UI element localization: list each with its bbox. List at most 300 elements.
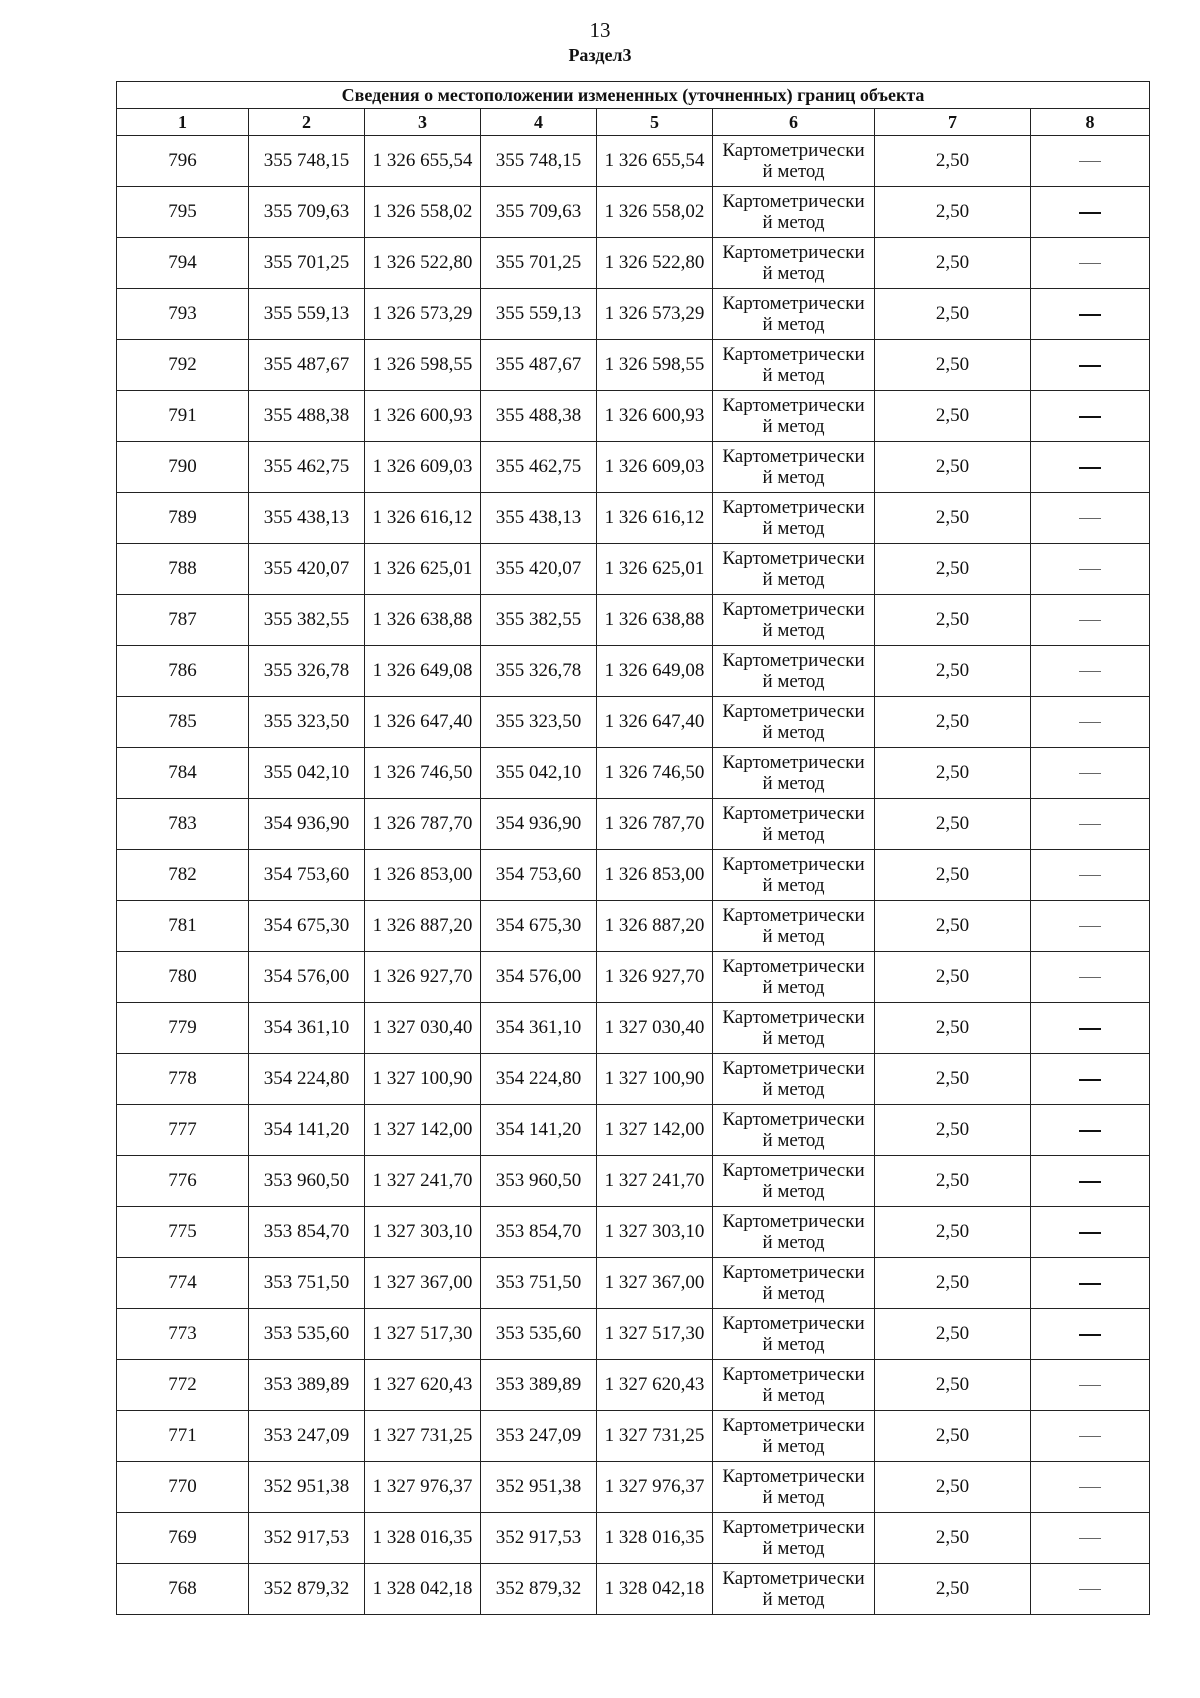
description-cell — [1031, 544, 1150, 595]
column-header-6: 6 — [713, 109, 875, 136]
dash-mark — [1079, 773, 1101, 774]
method-text: й метод — [762, 1487, 825, 1508]
x-new-cell: 354 576,00 — [481, 952, 597, 1003]
method-text: й метод — [762, 1130, 825, 1151]
accuracy-cell: 2,50 — [875, 697, 1031, 748]
table-row — [117, 1411, 1150, 1462]
accuracy-cell: 2,50 — [875, 1258, 1031, 1309]
x-new-cell: 355 748,15 — [481, 136, 597, 187]
accuracy-cell: 2,50 — [875, 1207, 1031, 1258]
y-new-cell: 1 327 731,25 — [597, 1411, 713, 1462]
y-existing-cell: 1 326 600,93 — [365, 391, 481, 442]
y-existing-cell: 1 327 100,90 — [365, 1054, 481, 1105]
method-text: Картометрически — [722, 140, 865, 161]
x-new-cell: 352 951,38 — [481, 1462, 597, 1513]
description-cell — [1031, 442, 1150, 493]
x-new-cell: 353 535,60 — [481, 1309, 597, 1360]
description-cell — [1031, 1054, 1150, 1105]
x-existing-cell: 352 917,53 — [249, 1513, 365, 1564]
point-number-cell: 785 — [117, 697, 249, 748]
x-existing-cell: 354 753,60 — [249, 850, 365, 901]
method-text: Картометрически — [722, 1415, 865, 1436]
method-text: й метод — [762, 212, 825, 233]
x-new-cell: 353 389,89 — [481, 1360, 597, 1411]
dash-mark — [1079, 1232, 1101, 1234]
table-row — [117, 238, 1150, 289]
x-existing-cell: 354 675,30 — [249, 901, 365, 952]
section-title: Раздел3 — [568, 45, 632, 65]
method-text: й метод — [762, 620, 825, 641]
accuracy-cell: 2,50 — [875, 1462, 1031, 1513]
table-row — [117, 1258, 1150, 1309]
accuracy-cell: 2,50 — [875, 493, 1031, 544]
method-cell — [713, 1054, 875, 1105]
method-text: й метод — [762, 1436, 825, 1457]
table-row — [117, 901, 1150, 952]
point-number-cell: 772 — [117, 1360, 249, 1411]
accuracy-cell: 2,50 — [875, 1156, 1031, 1207]
method-text: Картометрически — [722, 191, 865, 212]
accuracy-cell: 2,50 — [875, 1411, 1031, 1462]
method-text: Картометрически — [722, 650, 865, 671]
method-cell — [713, 799, 875, 850]
table-row — [117, 1003, 1150, 1054]
method-cell — [713, 340, 875, 391]
x-new-cell: 354 753,60 — [481, 850, 597, 901]
x-new-cell: 355 487,67 — [481, 340, 597, 391]
y-new-cell: 1 327 100,90 — [597, 1054, 713, 1105]
table-row — [117, 1207, 1150, 1258]
accuracy-cell: 2,50 — [875, 1105, 1031, 1156]
x-existing-cell: 355 382,55 — [249, 595, 365, 646]
x-existing-cell: 353 535,60 — [249, 1309, 365, 1360]
method-text: Картометрически — [722, 1160, 865, 1181]
x-existing-cell: 355 487,67 — [249, 340, 365, 391]
method-text: Картометрически — [722, 905, 865, 926]
x-existing-cell: 355 326,78 — [249, 646, 365, 697]
method-text: й метод — [762, 1232, 825, 1253]
dash-mark — [1079, 416, 1101, 418]
y-new-cell: 1 326 600,93 — [597, 391, 713, 442]
y-existing-cell: 1 327 976,37 — [365, 1462, 481, 1513]
dash-mark — [1079, 722, 1101, 723]
y-new-cell: 1 326 558,02 — [597, 187, 713, 238]
accuracy-cell: 2,50 — [875, 799, 1031, 850]
method-text: й метод — [762, 263, 825, 284]
x-existing-cell: 355 420,07 — [249, 544, 365, 595]
table-row — [117, 1054, 1150, 1105]
y-existing-cell: 1 327 241,70 — [365, 1156, 481, 1207]
x-existing-cell: 355 701,25 — [249, 238, 365, 289]
description-cell — [1031, 289, 1150, 340]
point-number-cell: 787 — [117, 595, 249, 646]
method-text: й метод — [762, 1181, 825, 1202]
dash-mark — [1079, 1538, 1101, 1539]
x-new-cell: 355 488,38 — [481, 391, 597, 442]
method-text: й метод — [762, 1589, 825, 1610]
dash-mark — [1079, 467, 1101, 469]
description-cell — [1031, 340, 1150, 391]
method-text: й метод — [762, 1028, 825, 1049]
y-existing-cell: 1 327 620,43 — [365, 1360, 481, 1411]
x-existing-cell: 355 709,63 — [249, 187, 365, 238]
table-row — [117, 1564, 1150, 1615]
dash-mark — [1079, 161, 1101, 162]
x-new-cell: 355 462,75 — [481, 442, 597, 493]
dash-mark — [1079, 824, 1101, 825]
x-existing-cell: 353 389,89 — [249, 1360, 365, 1411]
x-new-cell: 353 960,50 — [481, 1156, 597, 1207]
x-new-cell: 353 854,70 — [481, 1207, 597, 1258]
method-cell — [713, 1105, 875, 1156]
dash-mark — [1079, 1334, 1101, 1336]
point-number-cell: 775 — [117, 1207, 249, 1258]
dash-mark — [1079, 314, 1101, 316]
y-new-cell: 1 328 016,35 — [597, 1513, 713, 1564]
accuracy-cell: 2,50 — [875, 391, 1031, 442]
method-text: й метод — [762, 467, 825, 488]
table-row — [117, 850, 1150, 901]
table-row — [117, 1156, 1150, 1207]
y-existing-cell: 1 328 016,35 — [365, 1513, 481, 1564]
y-new-cell: 1 326 649,08 — [597, 646, 713, 697]
point-number-cell: 788 — [117, 544, 249, 595]
y-new-cell: 1 326 927,70 — [597, 952, 713, 1003]
method-text: Картометрически — [722, 497, 865, 518]
description-cell — [1031, 1105, 1150, 1156]
column-number-row — [117, 109, 1150, 136]
method-text: Картометрически — [722, 344, 865, 365]
accuracy-cell: 2,50 — [875, 1360, 1031, 1411]
y-existing-cell: 1 326 649,08 — [365, 646, 481, 697]
dash-mark — [1079, 926, 1101, 927]
description-cell — [1031, 493, 1150, 544]
method-text: Картометрически — [722, 1262, 865, 1283]
x-new-cell: 354 361,10 — [481, 1003, 597, 1054]
y-existing-cell: 1 326 522,80 — [365, 238, 481, 289]
table-row — [117, 952, 1150, 1003]
table-row — [117, 442, 1150, 493]
method-text: й метод — [762, 671, 825, 692]
method-cell — [713, 850, 875, 901]
table-row — [117, 1360, 1150, 1411]
point-number-cell: 776 — [117, 1156, 249, 1207]
x-existing-cell: 355 042,10 — [249, 748, 365, 799]
y-existing-cell: 1 326 638,88 — [365, 595, 481, 646]
description-cell — [1031, 1513, 1150, 1564]
y-existing-cell: 1 326 655,54 — [365, 136, 481, 187]
method-text: й метод — [762, 161, 825, 182]
y-new-cell: 1 326 616,12 — [597, 493, 713, 544]
x-new-cell: 355 701,25 — [481, 238, 597, 289]
accuracy-cell: 2,50 — [875, 595, 1031, 646]
description-cell — [1031, 952, 1150, 1003]
y-existing-cell: 1 326 609,03 — [365, 442, 481, 493]
point-number-cell: 781 — [117, 901, 249, 952]
point-number-cell: 791 — [117, 391, 249, 442]
accuracy-cell: 2,50 — [875, 289, 1031, 340]
table-row — [117, 595, 1150, 646]
method-text: й метод — [762, 824, 825, 845]
x-existing-cell: 353 960,50 — [249, 1156, 365, 1207]
description-cell — [1031, 1207, 1150, 1258]
method-text: Картометрически — [722, 1007, 865, 1028]
x-new-cell: 355 420,07 — [481, 544, 597, 595]
dash-mark — [1079, 977, 1101, 978]
accuracy-cell: 2,50 — [875, 952, 1031, 1003]
description-cell — [1031, 136, 1150, 187]
dash-mark — [1079, 1487, 1101, 1488]
y-new-cell: 1 327 241,70 — [597, 1156, 713, 1207]
y-new-cell: 1 327 367,00 — [597, 1258, 713, 1309]
y-existing-cell: 1 327 303,10 — [365, 1207, 481, 1258]
y-new-cell: 1 326 638,88 — [597, 595, 713, 646]
x-new-cell: 354 936,90 — [481, 799, 597, 850]
method-cell — [713, 1258, 875, 1309]
dash-mark — [1079, 263, 1101, 264]
description-cell — [1031, 1003, 1150, 1054]
method-cell — [713, 595, 875, 646]
method-text: й метод — [762, 518, 825, 539]
x-existing-cell: 353 247,09 — [249, 1411, 365, 1462]
method-text: Картометрически — [722, 395, 865, 416]
method-text: Картометрически — [722, 803, 865, 824]
y-new-cell: 1 326 598,55 — [597, 340, 713, 391]
y-new-cell: 1 326 887,20 — [597, 901, 713, 952]
x-new-cell: 355 559,13 — [481, 289, 597, 340]
y-new-cell: 1 326 625,01 — [597, 544, 713, 595]
y-new-cell: 1 326 746,50 — [597, 748, 713, 799]
method-text: Картометрически — [722, 956, 865, 977]
y-new-cell: 1 327 620,43 — [597, 1360, 713, 1411]
method-cell — [713, 187, 875, 238]
page-number: 13 — [589, 18, 611, 42]
accuracy-cell: 2,50 — [875, 850, 1031, 901]
method-text: й метод — [762, 569, 825, 590]
x-new-cell: 354 675,30 — [481, 901, 597, 952]
method-text: й метод — [762, 1334, 825, 1355]
accuracy-cell: 2,50 — [875, 187, 1031, 238]
table-row — [117, 187, 1150, 238]
column-header-5: 5 — [597, 109, 713, 136]
method-text: й метод — [762, 1538, 825, 1559]
method-text: Картометрически — [722, 1568, 865, 1589]
point-number-cell: 793 — [117, 289, 249, 340]
point-number-cell: 782 — [117, 850, 249, 901]
x-existing-cell: 354 361,10 — [249, 1003, 365, 1054]
description-cell — [1031, 595, 1150, 646]
method-cell — [713, 391, 875, 442]
description-cell — [1031, 1564, 1150, 1615]
point-number-cell: 783 — [117, 799, 249, 850]
description-cell — [1031, 697, 1150, 748]
point-number-cell: 786 — [117, 646, 249, 697]
method-cell — [713, 1003, 875, 1054]
x-existing-cell: 353 751,50 — [249, 1258, 365, 1309]
method-cell — [713, 493, 875, 544]
x-new-cell: 352 879,32 — [481, 1564, 597, 1615]
dash-mark — [1079, 518, 1101, 519]
dash-mark — [1079, 569, 1101, 570]
method-cell — [713, 238, 875, 289]
method-cell — [713, 901, 875, 952]
method-text: Картометрически — [722, 1517, 865, 1538]
y-new-cell: 1 327 030,40 — [597, 1003, 713, 1054]
table-body — [117, 136, 1150, 1615]
x-existing-cell: 355 323,50 — [249, 697, 365, 748]
dash-mark — [1079, 1589, 1101, 1590]
accuracy-cell: 2,50 — [875, 544, 1031, 595]
x-new-cell: 353 247,09 — [481, 1411, 597, 1462]
dash-mark — [1079, 365, 1101, 367]
dash-mark — [1079, 1079, 1101, 1081]
y-new-cell: 1 327 517,30 — [597, 1309, 713, 1360]
y-existing-cell: 1 327 142,00 — [365, 1105, 481, 1156]
method-cell — [713, 1564, 875, 1615]
method-text: Картометрически — [722, 548, 865, 569]
x-new-cell: 355 709,63 — [481, 187, 597, 238]
description-cell — [1031, 187, 1150, 238]
column-header-7: 7 — [875, 109, 1031, 136]
column-header-1: 1 — [117, 109, 249, 136]
description-cell — [1031, 1258, 1150, 1309]
dash-mark — [1079, 1283, 1101, 1285]
accuracy-cell: 2,50 — [875, 1309, 1031, 1360]
x-new-cell: 353 751,50 — [481, 1258, 597, 1309]
y-existing-cell: 1 326 887,20 — [365, 901, 481, 952]
y-existing-cell: 1 327 731,25 — [365, 1411, 481, 1462]
dash-mark — [1079, 1028, 1101, 1030]
dash-mark — [1079, 620, 1101, 621]
table-row — [117, 1309, 1150, 1360]
table-row — [117, 1462, 1150, 1513]
point-number-cell: 779 — [117, 1003, 249, 1054]
column-header-2: 2 — [249, 109, 365, 136]
y-existing-cell: 1 326 647,40 — [365, 697, 481, 748]
method-text: й метод — [762, 1283, 825, 1304]
accuracy-cell: 2,50 — [875, 1513, 1031, 1564]
method-cell — [713, 1462, 875, 1513]
method-text: Картометрически — [722, 701, 865, 722]
x-new-cell: 354 141,20 — [481, 1105, 597, 1156]
boundary-coordinates-table — [116, 81, 1150, 1615]
y-existing-cell: 1 328 042,18 — [365, 1564, 481, 1615]
y-new-cell: 1 326 655,54 — [597, 136, 713, 187]
table-row — [117, 391, 1150, 442]
x-existing-cell: 355 462,75 — [249, 442, 365, 493]
method-cell — [713, 1513, 875, 1564]
method-text: Картометрически — [722, 599, 865, 620]
x-existing-cell: 354 576,00 — [249, 952, 365, 1003]
point-number-cell: 777 — [117, 1105, 249, 1156]
table-row — [117, 493, 1150, 544]
description-cell — [1031, 901, 1150, 952]
point-number-cell: 784 — [117, 748, 249, 799]
point-number-cell: 794 — [117, 238, 249, 289]
dash-mark — [1079, 1181, 1101, 1183]
x-existing-cell: 355 559,13 — [249, 289, 365, 340]
description-cell — [1031, 391, 1150, 442]
description-cell — [1031, 1360, 1150, 1411]
method-cell — [713, 442, 875, 493]
method-text: Картометрически — [722, 1313, 865, 1334]
y-existing-cell: 1 326 598,55 — [365, 340, 481, 391]
method-cell — [713, 646, 875, 697]
y-new-cell: 1 326 609,03 — [597, 442, 713, 493]
description-cell — [1031, 799, 1150, 850]
x-new-cell: 354 224,80 — [481, 1054, 597, 1105]
method-text: й метод — [762, 1385, 825, 1406]
point-number-cell: 792 — [117, 340, 249, 391]
method-text: й метод — [762, 314, 825, 335]
method-cell — [713, 1411, 875, 1462]
method-text: Картометрически — [722, 242, 865, 263]
method-cell — [713, 748, 875, 799]
method-text: Картометрически — [722, 1058, 865, 1079]
method-text: й метод — [762, 365, 825, 386]
accuracy-cell: 2,50 — [875, 1564, 1031, 1615]
accuracy-cell: 2,50 — [875, 901, 1031, 952]
table-row — [117, 697, 1150, 748]
y-existing-cell: 1 326 746,50 — [365, 748, 481, 799]
description-cell — [1031, 1411, 1150, 1462]
method-text: Картометрически — [722, 1109, 865, 1130]
table-row — [117, 544, 1150, 595]
method-text: Картометрически — [722, 1211, 865, 1232]
x-new-cell: 352 917,53 — [481, 1513, 597, 1564]
dash-mark — [1079, 212, 1101, 214]
y-new-cell: 1 327 303,10 — [597, 1207, 713, 1258]
point-number-cell: 789 — [117, 493, 249, 544]
table-row — [117, 646, 1150, 697]
method-text: Картометрически — [722, 1364, 865, 1385]
table-caption: Сведения о местоположении измененных (уточненных) границ объекта — [117, 82, 1150, 109]
y-new-cell: 1 326 522,80 — [597, 238, 713, 289]
x-existing-cell: 355 488,38 — [249, 391, 365, 442]
point-number-cell: 771 — [117, 1411, 249, 1462]
method-text: Картометрически — [722, 854, 865, 875]
description-cell — [1031, 646, 1150, 697]
table-row — [117, 289, 1150, 340]
method-text: Картометрически — [722, 752, 865, 773]
dash-mark — [1079, 875, 1101, 876]
method-cell — [713, 1207, 875, 1258]
y-new-cell: 1 326 573,29 — [597, 289, 713, 340]
point-number-cell: 768 — [117, 1564, 249, 1615]
method-cell — [713, 289, 875, 340]
x-new-cell: 355 382,55 — [481, 595, 597, 646]
point-number-cell: 795 — [117, 187, 249, 238]
y-existing-cell: 1 326 558,02 — [365, 187, 481, 238]
dash-mark — [1079, 1385, 1101, 1386]
column-header-3: 3 — [365, 109, 481, 136]
dash-mark — [1079, 1436, 1101, 1437]
method-text: Картометрически — [722, 293, 865, 314]
method-cell — [713, 136, 875, 187]
method-text: Картометрически — [722, 446, 865, 467]
x-existing-cell: 354 224,80 — [249, 1054, 365, 1105]
method-text: й метод — [762, 773, 825, 794]
x-existing-cell: 352 951,38 — [249, 1462, 365, 1513]
y-new-cell: 1 328 042,18 — [597, 1564, 713, 1615]
method-cell — [713, 697, 875, 748]
method-cell — [713, 1309, 875, 1360]
description-cell — [1031, 238, 1150, 289]
accuracy-cell: 2,50 — [875, 1054, 1031, 1105]
point-number-cell: 770 — [117, 1462, 249, 1513]
point-number-cell: 774 — [117, 1258, 249, 1309]
y-existing-cell: 1 326 853,00 — [365, 850, 481, 901]
